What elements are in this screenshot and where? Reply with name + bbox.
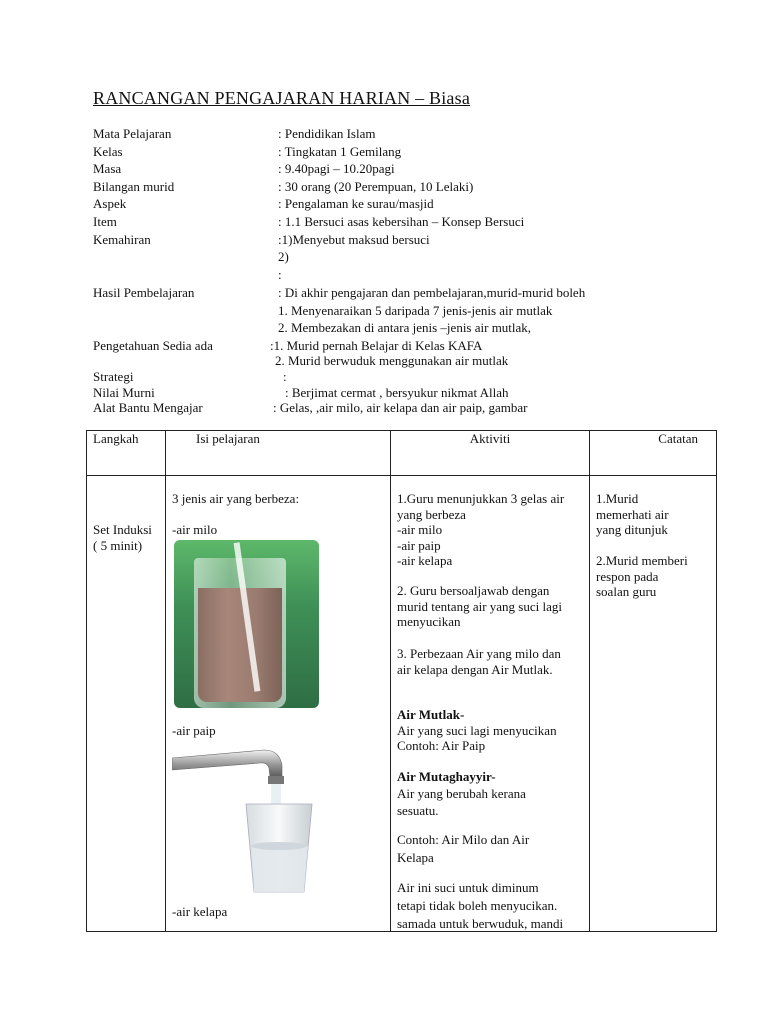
contoh-block: Contoh: Air Milo dan Air Kelapa — [397, 832, 530, 865]
table-header-row — [87, 431, 717, 476]
isi-kelapa: -air kelapa — [172, 904, 228, 919]
kemahiran-line-2: 2) — [278, 249, 289, 264]
strategi-label: Strategi — [93, 369, 134, 384]
aspek-value: : Pengalaman ke surau/masjid — [278, 196, 434, 211]
page-title: RANCANGAN PENGAJARAN HARIAN – Biasa — [93, 88, 471, 108]
masa-label: Masa — [93, 161, 122, 176]
item-value: : 1.1 Bersuci asas kebersihan – Konsep Bersuci — [278, 214, 525, 229]
water-tap-photo-icon — [172, 746, 317, 896]
strategi-value: : — [283, 369, 287, 384]
pengetahuan-point-2: 2. Murid berwuduk menggunakan air mutlak — [275, 353, 509, 368]
air-mutaghayyir-block: Air Mutaghayyir- Air yang berubah kerana sesuatu. — [397, 769, 526, 818]
kemahiran-value: :1)Menyebut maksud bersuci — [278, 232, 430, 247]
bilangan-value: : 30 orang (20 Perempuan, 10 Lelaki) — [278, 179, 474, 194]
air-mutlak-block: Air Mutlak- Air yang suci lagi menyucikan Contoh: Air Paip — [397, 707, 557, 753]
nilai-murni-value: : Berjimat cermat , bersyukur nikmat Allah — [285, 385, 509, 400]
blank-colon: : — [278, 267, 282, 282]
aktiviti-3: 3. Perbezaan Air yang milo dan air kelapa dengan Air Mutlak. — [397, 646, 561, 677]
hasil-label: Hasil Pembelajaran — [93, 285, 195, 300]
pengetahuan-value: :1. Murid pernah Belajar di Kelas KAFA — [270, 338, 483, 353]
aspek-label: Aspek — [93, 196, 127, 211]
header-catatan: Catatan — [590, 431, 717, 476]
header-isi-pelajaran: Isi pelajaran — [166, 431, 391, 476]
isi-paip: -air paip — [172, 723, 216, 738]
header-aktiviti: Aktiviti — [391, 431, 590, 476]
kelas-value: : Tingkatan 1 Gemilang — [278, 144, 402, 159]
catatan-2: 2.Murid memberi respon pada soalan guru — [596, 553, 688, 599]
kelas-label: Kelas — [93, 144, 123, 159]
bilangan-label: Bilangan murid — [93, 179, 175, 194]
hasil-value: : Di akhir pengajaran dan pembelajaran,murid-murid boleh — [278, 285, 586, 300]
air-mutaghayyir-title: Air Mutaghayyir- — [397, 769, 496, 784]
aktiviti-2: 2. Guru bersoaljawab dengan murid tentang air yang suci lagi menyucikan — [397, 583, 562, 629]
alat-bantu-value: : Gelas, ,air milo, air kelapa dan air paip, gambar — [273, 400, 528, 415]
hasil-point-2: 2. Membezakan di antara jenis –jenis air mutlak, — [278, 320, 532, 335]
header-langkah: Langkah — [87, 431, 166, 476]
alat-bantu-label: Alat Bantu Mengajar — [93, 400, 203, 415]
milo-glass-photo-icon — [174, 540, 319, 708]
lesson-table — [86, 430, 717, 932]
aktiviti-1: 1.Guru menunjukkan 3 gelas air yang berbeza -air milo -air paip -air kelapa — [397, 491, 565, 568]
masa-value: : 9.40pagi – 10.20pagi — [278, 161, 395, 176]
pengetahuan-label: Pengetahuan Sedia ada — [93, 338, 213, 353]
langkah-step: Set Induksi — [93, 522, 152, 537]
air-suci-block: Air ini suci untuk diminum tetapi tidak boleh menyucikan. samada untuk berwuduk, mandi — [397, 880, 564, 931]
langkah-cell — [87, 476, 166, 932]
aktiviti-cell — [391, 476, 590, 932]
kemahiran-label: Kemahiran — [93, 232, 151, 247]
isi-cell — [166, 476, 391, 932]
item-label: Item — [93, 214, 117, 229]
langkah-duration: ( 5 minit) — [93, 538, 143, 553]
hasil-point-1: 1. Menyenaraikan 5 daripada 7 jenis-jenis air mutlak — [278, 303, 553, 318]
catatan-1: 1.Murid memerhati air yang ditunjuk — [596, 491, 669, 537]
nilai-murni-label: Nilai Murni — [93, 385, 155, 400]
air-mutlak-title: Air Mutlak- — [397, 707, 465, 722]
catatan-cell — [590, 476, 717, 932]
mata-pelajaran-label: Mata Pelajaran — [93, 126, 172, 141]
mata-pelajaran-value: : Pendidikan Islam — [278, 126, 376, 141]
isi-milo: -air milo — [172, 522, 218, 537]
isi-heading: 3 jenis air yang berbeza: — [172, 491, 300, 506]
table-row — [87, 476, 717, 932]
